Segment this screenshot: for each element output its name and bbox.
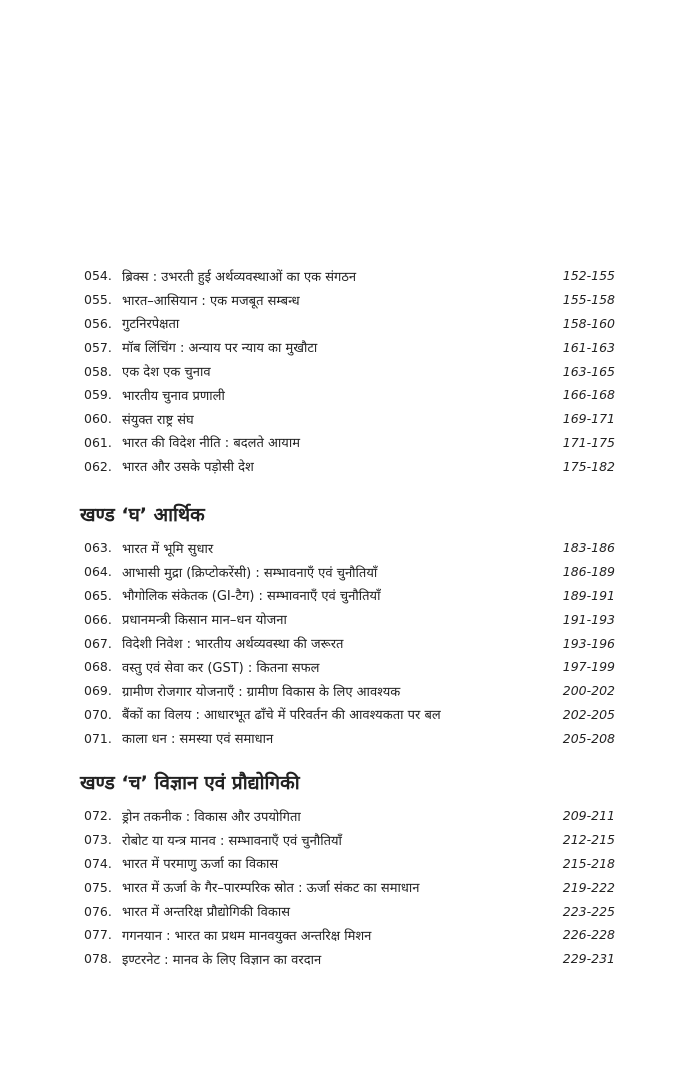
toc-list	[80, 804, 615, 971]
entry-pages: 229-231	[562, 951, 615, 967]
entry-pages: 197-199	[562, 659, 615, 675]
entry-title: भारत और उसके पड़ोसी देश	[122, 460, 254, 476]
toc-entry	[80, 899, 615, 923]
toc-section-economic	[80, 502, 615, 750]
entry-number: 077.	[84, 927, 112, 943]
entry-number: 073.	[84, 832, 112, 848]
toc-entry	[80, 584, 615, 608]
entry-title: गगनयान : भारत का प्रथम मानवयुक्त अन्तरिक्ष मिशन	[122, 928, 372, 944]
entry-pages: 161-163	[562, 339, 615, 355]
entry-pages: 191-193	[562, 611, 615, 627]
toc-entry	[80, 335, 615, 359]
toc-entry	[80, 264, 615, 288]
toc-entry	[80, 852, 615, 876]
entry-title: विदेशी निवेश : भारतीय अर्थव्यवस्था की जरूरत	[122, 637, 344, 653]
entry-pages: 175-182	[562, 458, 615, 474]
entry-title: ब्रिक्स : उभरती हुई अर्थव्यवस्थाओं का एक संगठन	[122, 269, 357, 285]
toc-entry	[80, 726, 615, 750]
toc-entry	[80, 923, 615, 947]
entry-pages: 205-208	[562, 730, 615, 746]
entry-title: वस्तु एवं सेवा कर (GST) : कितना सफल	[122, 660, 320, 676]
entry-pages: 163-165	[562, 363, 615, 379]
entry-title: भारत में ऊर्जा के गैर–पारम्परिक स्रोत : ऊर्जा संकट का समाधान	[122, 881, 420, 897]
entry-number: 072.	[84, 808, 112, 824]
entry-title: ग्रामीण रोजगार योजनाएँ : ग्रामीण विकास के लिए आवश्यक	[122, 684, 401, 700]
entry-title: ड्रोन तकनीक : विकास और उपयोगिता	[122, 809, 301, 825]
entry-number: 057.	[84, 339, 112, 355]
toc-entry	[80, 655, 615, 679]
toc-section-science-technology	[80, 770, 615, 971]
entry-title: भारत की विदेश नीति : बदलते आयाम	[122, 436, 300, 452]
toc-entry	[80, 607, 615, 631]
entry-number: 065.	[84, 587, 112, 603]
entry-number: 075.	[84, 879, 112, 895]
toc-entry	[80, 631, 615, 655]
entry-number: 064.	[84, 564, 112, 580]
toc-entry	[80, 947, 615, 971]
entry-number: 074.	[84, 855, 112, 871]
entry-number: 056.	[84, 315, 112, 331]
entry-number: 069.	[84, 683, 112, 699]
entry-pages: 158-160	[562, 315, 615, 331]
entry-pages: 200-202	[562, 683, 615, 699]
entry-number: 059.	[84, 387, 112, 403]
section-heading: खण्ड ‘घ’ आर्थिक	[80, 504, 205, 526]
toc-entry	[80, 560, 615, 584]
toc-list	[80, 264, 615, 478]
entry-pages: 166-168	[562, 387, 615, 403]
entry-number: 066.	[84, 611, 112, 627]
entry-number: 078.	[84, 951, 112, 967]
toc-list	[80, 536, 615, 750]
toc-entry	[80, 407, 615, 431]
section-heading: खण्ड ‘च’ विज्ञान एवं प्रौद्योगिकी	[80, 772, 300, 794]
toc-section-continued	[80, 264, 615, 478]
toc-entry	[80, 359, 615, 383]
entry-number: 061.	[84, 434, 112, 450]
entry-title: भारतीय चुनाव प्रणाली	[122, 388, 225, 404]
entry-number: 071.	[84, 730, 112, 746]
entry-number: 068.	[84, 659, 112, 675]
entry-title: बैंकों का विलय : आधारभूत ढाँचे में परिवर्तन की आवश्यकता पर बल	[122, 708, 441, 724]
entry-number: 058.	[84, 363, 112, 379]
entry-pages: 155-158	[562, 292, 615, 308]
entry-number: 070.	[84, 706, 112, 722]
toc-entry	[80, 431, 615, 455]
entry-pages: 152-155	[562, 268, 615, 284]
entry-title: प्रधानमन्त्री किसान मान–धन योजना	[122, 613, 287, 629]
toc-entry	[80, 828, 615, 852]
entry-number: 076.	[84, 903, 112, 919]
toc-entry	[80, 383, 615, 407]
entry-number: 067.	[84, 635, 112, 651]
entry-pages: 169-171	[562, 411, 615, 427]
toc-entry	[80, 804, 615, 828]
entry-title: भारत में भूमि सुधार	[122, 541, 214, 557]
toc-entry	[80, 312, 615, 336]
entry-title: भारत–आसियान : एक मजबूत सम्बन्ध	[122, 293, 300, 309]
entry-number: 062.	[84, 458, 112, 474]
entry-title: संयुक्त राष्ट्र संघ	[122, 412, 194, 428]
entry-title: एक देश एक चुनाव	[122, 365, 211, 381]
toc-entry	[80, 679, 615, 703]
entry-number: 060.	[84, 411, 112, 427]
entry-pages: 226-228	[562, 927, 615, 943]
toc-entry	[80, 875, 615, 899]
toc-entry	[80, 703, 615, 727]
toc-entry	[80, 288, 615, 312]
entry-title: भौगोलिक संकेतक (GI-टैग) : सम्भावनाएँ एवं चुनौतियाँ	[122, 589, 381, 605]
toc-entry	[80, 454, 615, 478]
entry-title: आभासी मुद्रा (क्रिप्टोकरेंसी) : सम्भावनाएँ एवं चुनौतियाँ	[122, 565, 378, 581]
entry-pages: 219-222	[562, 879, 615, 895]
entry-title: काला धन : समस्या एवं समाधान	[122, 732, 274, 748]
entry-pages: 186-189	[562, 564, 615, 580]
entry-title: इण्टरनेट : मानव के लिए विज्ञान का वरदान	[122, 952, 322, 968]
entry-pages: 223-225	[562, 903, 615, 919]
toc-entry	[80, 536, 615, 560]
entry-title: रोबोट या यन्त्र मानव : सम्भावनाएँ एवं चुनौतियाँ	[122, 833, 342, 849]
entry-pages: 183-186	[562, 540, 615, 556]
entry-title: भारत में परमाणु ऊर्जा का विकास	[122, 857, 279, 873]
entry-number: 055.	[84, 292, 112, 308]
entry-pages: 212-215	[562, 832, 615, 848]
entry-pages: 215-218	[562, 855, 615, 871]
entry-title: मॉब लिंचिंग : अन्याय पर न्याय का मुखौटा	[122, 341, 318, 357]
entry-pages: 202-205	[562, 706, 615, 722]
entry-title: गुटनिरपेक्षता	[122, 317, 180, 333]
entry-pages: 189-191	[562, 587, 615, 603]
entry-number: 054.	[84, 268, 112, 284]
entry-pages: 209-211	[562, 808, 615, 824]
entry-title: भारत में अन्तरिक्ष प्रौद्योगिकी विकास	[122, 905, 290, 921]
entry-pages: 193-196	[562, 635, 615, 651]
entry-pages: 171-175	[562, 434, 615, 450]
entry-number: 063.	[84, 540, 112, 556]
